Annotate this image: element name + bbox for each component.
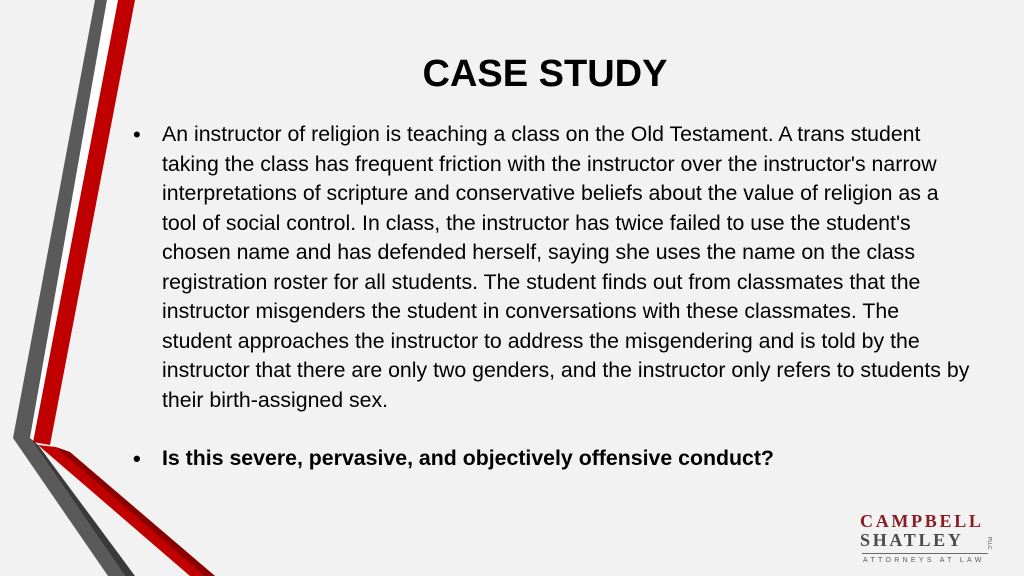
white-gap-upper <box>30 0 118 442</box>
logo-suffix: PLLC <box>986 537 992 550</box>
logo-tagline: ATTORNEYS AT LAW <box>863 557 985 564</box>
bullet-item-case <box>133 120 974 415</box>
bullet-list <box>133 120 974 474</box>
bullet-dot-icon: • <box>133 122 141 147</box>
firm-logo <box>860 512 996 565</box>
logo-divider <box>862 553 988 554</box>
slide-title: CASE STUDY <box>422 53 668 95</box>
bullet-item-question <box>133 444 974 474</box>
logo-line-campbell: CAMPBELL <box>860 511 984 531</box>
logo-line-shatley: SHATLEY <box>860 530 964 550</box>
case-description: An instructor of religion is teaching a class on the Old Testament. A trans student taking the class has frequent friction with the instructor over the instructor's narrow interpretations of scripture and conservative beliefs about the value of religion as a tool of social control. In class, the instructor has twice failed to use the student's chosen name and has defended herself, saying she uses the name on the class registration roster for all students. The student finds out from classmates that the instructor misgenders the student in conversations with these classmates. The student approaches the instructor to address the misgendering and is told by the instructor that there are only two genders, and the instructor only refers to students by their birth-assigned sex. <box>162 122 970 412</box>
bullet-dot-icon: • <box>133 446 141 471</box>
question-text: Is this severe, pervasive, and objectively offensive conduct? <box>162 446 774 470</box>
